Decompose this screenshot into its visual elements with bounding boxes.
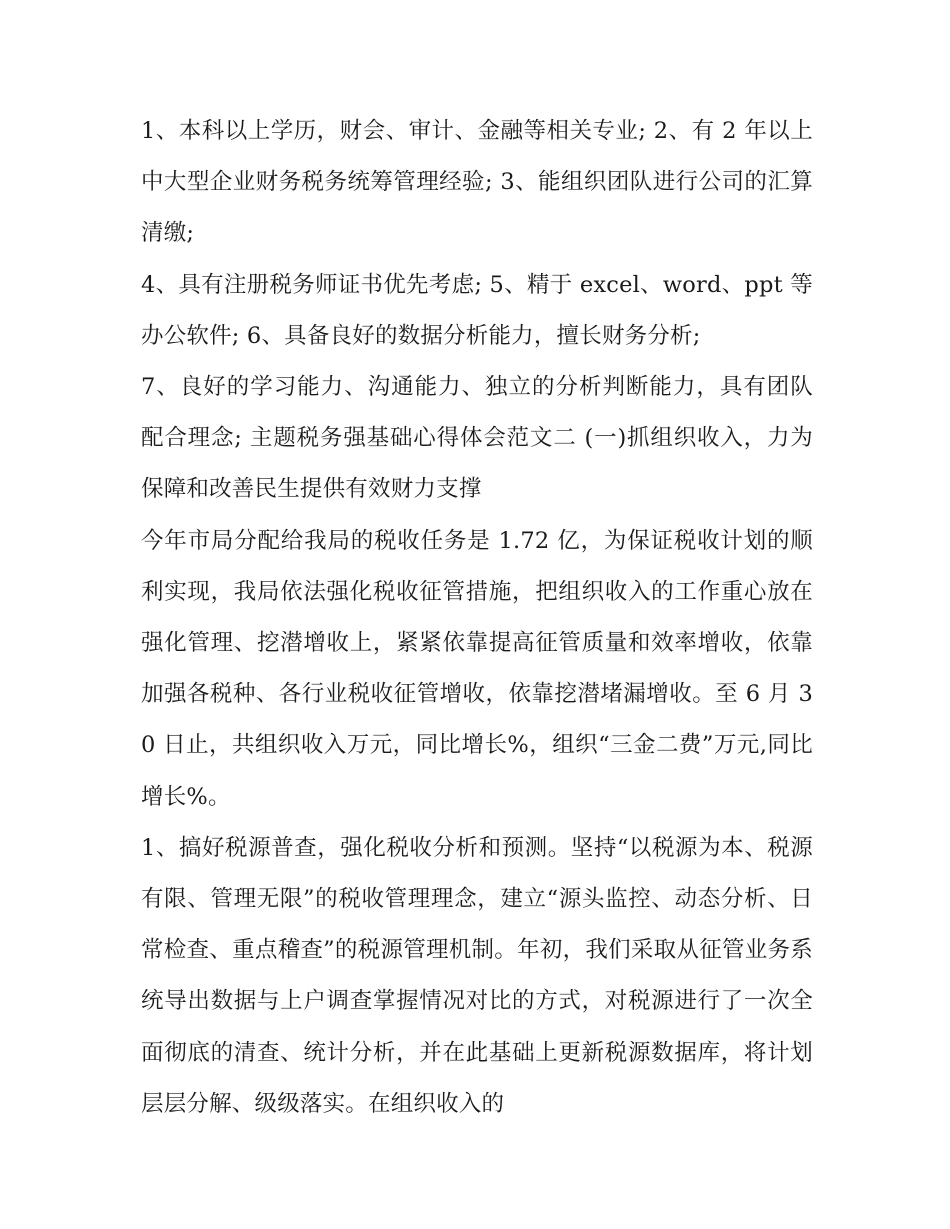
paragraph-tax-revenue: 今年市局分配给我局的税收任务是 1.72 亿，为保证税收计划的顺利实现，我局依法强化税收征管措施，把组织收入的工作重心放在强化管理、挖潜增收上，紧紧依靠提高征管质量和效率增收，依靠加强各税种、各行业税收征管增收，依靠挖潜堵漏增收。至 6 月 30 日止，共组织收入万元，同比增长%，组织“三金二费”万元,同比增长%。 <box>141 527 813 810</box>
paragraph-tax-source-survey: 1、搞好税源普查，强化税收分析和预测。坚持“以税源为本、税源有限、管理无限”的税收管理理念，建立“源头监控、动态分析、日常检查、重点稽查”的税源管理机制。年初，我们采取从征管业务系统导出数据与上户调查掌握情况对比的方式，对税源进行了一次全面彻底的清查、统计分析，并在此基础上更新税源数据库，将计划层层分解、级级落实。在组织收入的 <box>141 834 813 1117</box>
paragraph-requirements-1: 1、本科以上学历，财会、审计、金融等相关专业; 2、有 2 年以上中大型企业财务税务统筹管理经验; 3、能组织团队进行公司的汇算清缴; <box>141 118 813 247</box>
paragraph-requirements-3: 7、良好的学习能力、沟通能力、独立的分析判断能力，具有团队配合理念; 主题税务强基础心得体会范文二 (一)抓组织收入，力为保障和改善民生提供有效财力支撑 <box>141 374 813 503</box>
paragraph-requirements-2: 4、具有注册税务师证书优先考虑; 5、精于 excel、word、ppt 等办公软件; 6、具备良好的数据分析能力，擅长财务分析; <box>141 271 813 349</box>
document-body <box>141 106 813 1130</box>
